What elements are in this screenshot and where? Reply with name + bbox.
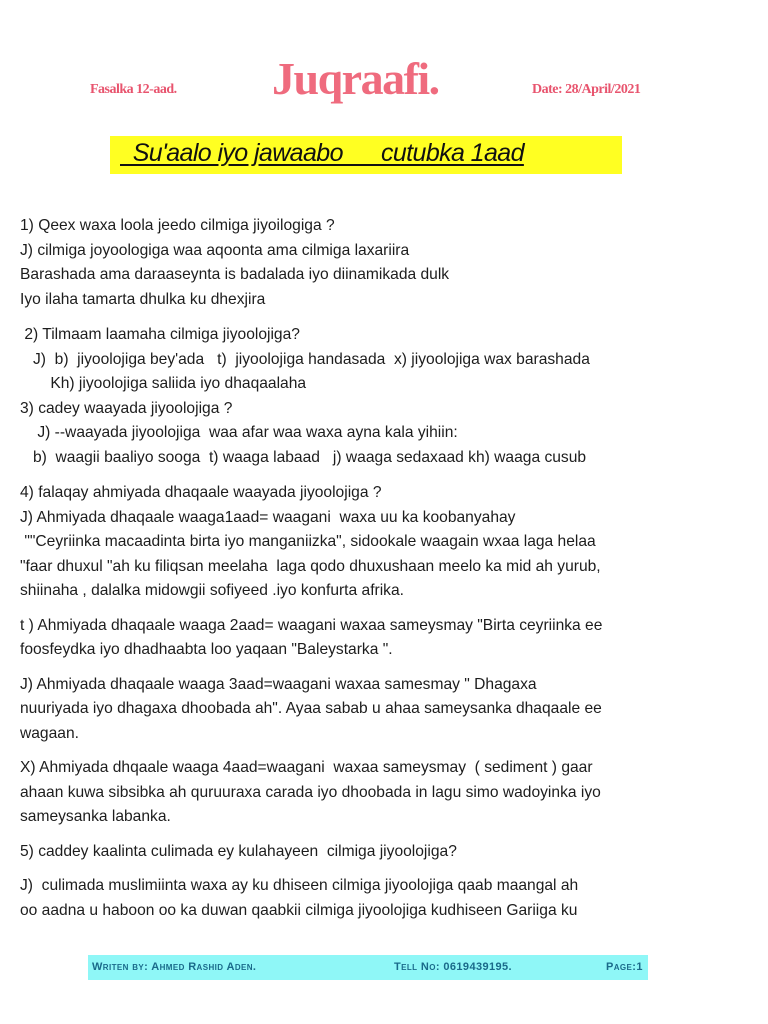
text-line: J) cilmiga joyoologiga waa aqoonta ama cilmiga laxariira — [20, 241, 410, 259]
text-line: J) Ahmiyada dhaqaale waaga 3aad=waagani waxaa samesmay " Dhagaxa — [20, 675, 537, 693]
text-line: t ) Ahmiyada dhaqaale waaga 2aad= waagani waxaa sameysmay "Birta ceyriinka ee — [20, 616, 603, 634]
text-line: foosfeydka iyo dhadhaabta loo yaqaan "Baleystarka ". — [20, 641, 393, 658]
text-line: Barashada ama daraaseynta is badalada iyo diinamikada dulk — [20, 266, 450, 283]
text-line: ""Ceyriinka macaadinta birta iyo manganiizka", sidookale waagain wxaa laga helaa — [20, 533, 596, 550]
text-line: J) b) jiyoolojiga bey'ada t) jiyoolojiga handasada x) jiyoolojiga wax barashada — [20, 350, 590, 368]
text-line: J) --waayada jiyoolojiga waa afar waa waxa ayna kala yihiin: — [20, 424, 458, 441]
text-line: 5) caddey kaalinta culimada ey kulahayeen cilmiga jiyoolojiga? — [20, 842, 457, 860]
text-line: nuuriyada iyo dhagaxa dhoobada ah". Ayaa sabab u ahaa sameysanka dhaqaale ee — [20, 700, 602, 717]
subtitle: Su'aalo iyo jawaabo cutubka 1aad — [120, 139, 524, 167]
header-class: Fasalka 12-aad. — [90, 82, 177, 97]
footer-page-number: Page:1 — [606, 961, 643, 973]
text-line: Kh) jiyoolojiga saliida iyo dhaqaalaha — [20, 375, 307, 392]
text-line: X) Ahmiyada dhqaale waaga 4aad=waagani waxaa sameysmay ( sediment ) gaar — [20, 759, 593, 776]
text-line: shiinaha , dalalka midowgii sofiyeed .iyo konfurta afrika. — [20, 582, 404, 599]
document-body — [20, 214, 755, 923]
footer-phone: Tell No: 0619439195. — [394, 961, 513, 973]
text-line: 4) falaqay ahmiyada dhaqaale waayada jiyoolojiga ? — [20, 484, 382, 501]
text-line: sameysanka labanka. — [20, 808, 171, 825]
text-line: b) waagii baaliyo sooga t) waaga labaad j) waaga sedaxaad kh) waaga cusub — [20, 448, 587, 466]
page-title: Juqraafi. — [272, 53, 439, 104]
text-line: Iyo ilaha tamarta dhulka ku dhexjira — [20, 290, 266, 308]
text-line: 1) Qeex waxa loola jeedo cilmiga jiyoilogiga ? — [20, 217, 335, 234]
text-line: J) culimada muslimiinta waxa ay ku dhiseen cilmiga jiyoolojiga qaab maangal ah — [20, 877, 579, 894]
text-line: 2) Tilmaam laamaha cilmiga jiyoolojiga? — [20, 326, 300, 343]
text-line: J) Ahmiyada dhaqaale waaga1aad= waagani waxa uu ka koobanyahay — [20, 508, 516, 526]
text-line: "faar dhuxul "ah ku filiqsan meelaha laga qodo dhuxushaan meelo ka mid ah yurub, — [20, 557, 601, 575]
text-line: oo aadna u haboon oo ka duwan qaabkii cilmiga jiyoolojiga kudhiseen Gariiga ku — [20, 901, 578, 919]
header-date: Date: 28/April/2021 — [532, 82, 641, 97]
text-line: 3) cadey waayada jiyoolojiga ? — [20, 399, 233, 417]
text-line: wagaan. — [20, 724, 79, 742]
text-line: ahaan kuwa sibsibka ah quruuraxa carada iyo dhoobada in lagu simo wadoyinka iyo — [20, 783, 601, 801]
footer-author: Writen by: Ahmed Rashid Aden. — [92, 961, 257, 973]
